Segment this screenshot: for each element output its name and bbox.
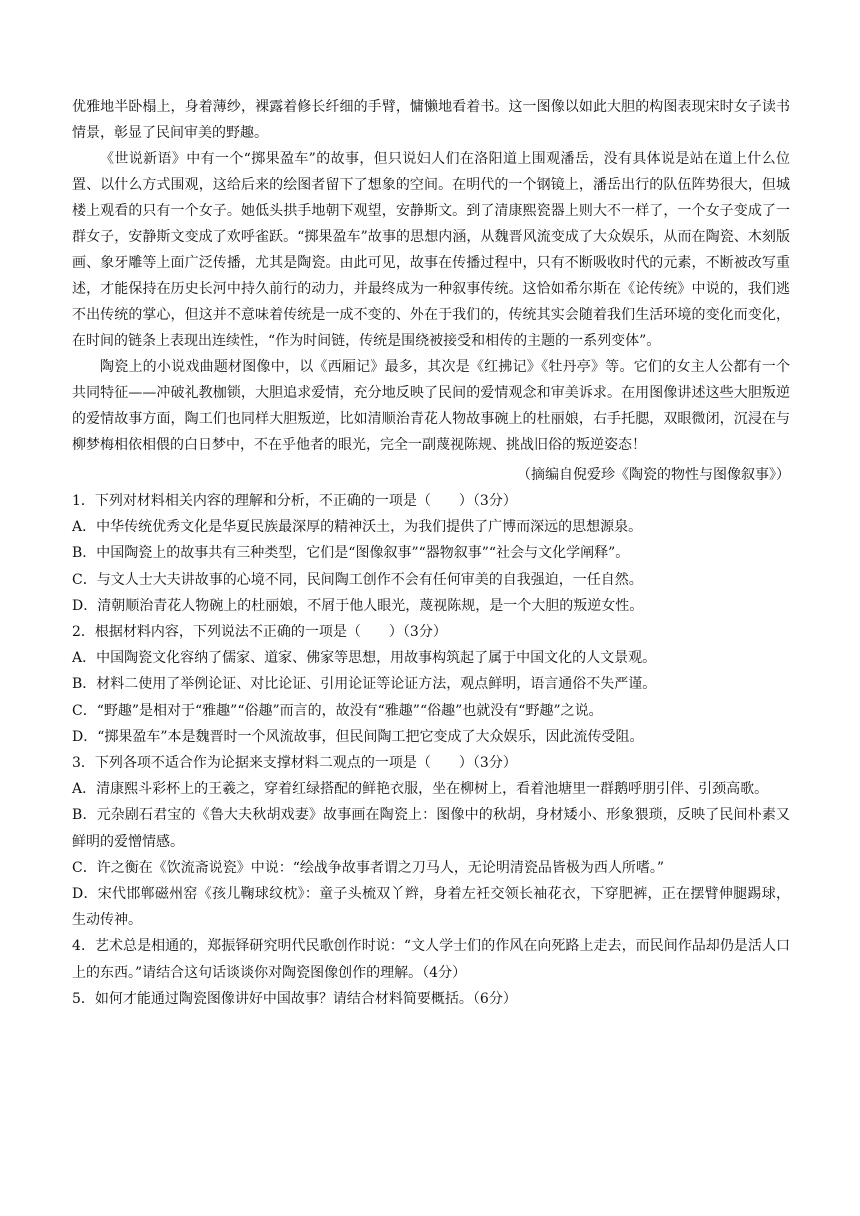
passage-source: （摘编自倪爱珍《陶瓷的物性与图像叙事》） (517, 467, 790, 483)
question-5 (72, 986, 790, 1012)
question-2-option-b: B．材料二使用了举例论证、对比论证、引用论证等论证方法，观点鲜明，语言通俗不失严谨。 (72, 676, 657, 693)
question-1 (72, 488, 790, 619)
question-1-option-d: D．清朝顺治青花人物碗上的杜丽娘，不屑于他人眼光，蔑视陈规，是一个大胆的叛逆女性。 (72, 597, 644, 614)
question-1-option-c: C．与文人士大夫讲故事的心境不同，民间陶工创作不会有任何审美的自我强迫，一任自然。 (72, 571, 643, 588)
question-5-stem: 5．如何才能通过陶瓷图像讲好中国故事？请结合材料简要概括。（6分） (72, 990, 517, 1007)
question-2-option-a: A．中国陶瓷文化容纳了儒家、道家、佛家等思想，用故事构筑起了属于中国文化的人文景观。 (72, 650, 657, 667)
passage-paragraph-3: 陶瓷上的小说戏曲题材图像中，以《西厢记》最多，其次是《红拂记》《牡丹亭》等。它们的女主人公都有一个共同特征——冲破礼教枷锁，大胆追求爱情，充分地反映了民间的爱情观念和审美诉求。在用图像讲述这些大胆叛逆的爱情故事方面，陶工们也同样大胆叛逆，比如清顺治青花人物故事碗上的杜丽娘，右手托腮，双眼微闭，沉浸在与柳梦梅相依相偎的白日梦中，不在乎他者的眼光，完全一副蔑视陈规、挑战旧俗的叛逆姿态！ (72, 359, 790, 453)
question-3 (72, 750, 790, 933)
question-4-stem: 4．艺术总是相通的，郑振铎研究明代民歌创作时说：“文人学士们的作风在向死路上走去，而民间作品却仍是活人口上的东西。”请结合这句话谈谈你对陶瓷图像创作的理解。（4分） (72, 938, 790, 981)
question-2-stem: 2．根据材料内容，下列说法不正确的一项是（ ）（3分） (72, 624, 447, 641)
question-3-option-b: B．元杂剧石君宝的《鲁大夫秋胡戏妻》故事画在陶瓷上：图像中的秋胡，身材矮小、形象猥琐，反映了民间朴素又鲜明的爱憎情感。 (72, 807, 790, 850)
question-4 (72, 933, 790, 985)
question-2-option-c: C．“野趣”是相对于“雅趣”“俗趣”而言的，故没有“雅趣”“俗趣”也就没有“野趣”之说。 (72, 702, 603, 719)
question-2-option-d: D．“掷果盈车”本是魏晋时一个风流故事，但民间陶工把它变成了大众娱乐，因此流传受阻。 (72, 728, 644, 745)
passage-paragraph-1: 优雅地半卧榻上，身着薄纱，裸露着修长纤细的手臂，慵懒地看着书。这一图像以如此大胆的构图表现宋时女子读书情景，彰显了民间审美的野趣。 (72, 99, 790, 141)
question-2 (72, 619, 790, 750)
document-page (72, 94, 790, 1012)
question-1-stem: 1．下列对材料相关内容的理解和分析，不正确的一项是（ ）（3分） (72, 493, 517, 509)
question-1-option-a: A．中华传统优秀文化是华夏民族最深厚的精神沃土，为我们提供了广博而深远的思想源泉。 (72, 519, 643, 536)
question-3-stem: 3．下列各项不适合作为论据来支撑材料二观点的一项是（ ）（3分） (72, 755, 517, 772)
question-1-option-b: B．中国陶瓷上的故事共有三种类型，它们是“图像叙事”“器物叙事”“社会与文化学阐释”。 (72, 545, 630, 562)
question-3-option-d: D．宋代邯郸磁州窑《孩儿鞠球纹枕》：童子头梳双丫辫，身着左衽交领长袖花衣，下穿肥裤，正在摆臂伸腿踢球，生动传神。 (72, 886, 790, 929)
passage-paragraph-2: 《世说新语》中有一个“掷果盈车”的故事，但只说妇人们在洛阳道上围观潘岳，没有具体说是站在道上什么位置、以什么方式围观，这给后来的绘图者留下了想象的空间。在明代的一个钢镜上，潘岳出行的队伍阵势很大，但城楼上观看的只有一个女子。她低头拱手地朝下观望，安静斯文。到了清康熙瓷器上则大不一样了，一个女子变成了一群女子，安静斯文变成了欢呼雀跃。“掷果盈车”故事的思想内涵，从魏晋风流变成了大众娱乐，从而在陶瓷、木刻版画、象牙雕等上面广泛传播，尤其是陶瓷。由此可见，故事在传播过程中，只有不断吸收时代的元素，不断被改写重述，才能保持在历史长河中持久前行的动力，并最终成为一种叙事传统。这恰如希尔斯在《论传统》中说的，我们逃不出传统的掌心，但这并不意味着传统是一成不变的、外在于我们的，传统其实会随着我们生活环境的变化而变化，在时间的链条上表现出连续性，“作为时间链，传统是围绕被接受和相传的主题的一系列变体”。 (72, 151, 790, 349)
question-3-option-c: C．许之衡在《饮流斋说瓷》中说：“绘战争故事者谓之刀马人，无论明清瓷品皆极为西人所嗜。” (72, 859, 665, 876)
question-3-option-a: A．清康熙斗彩杯上的王羲之，穿着红绿搭配的鲜艳衣服，坐在柳树上，看着池塘里一群鹅呼朋引伴、引颈高歌。 (72, 781, 769, 798)
